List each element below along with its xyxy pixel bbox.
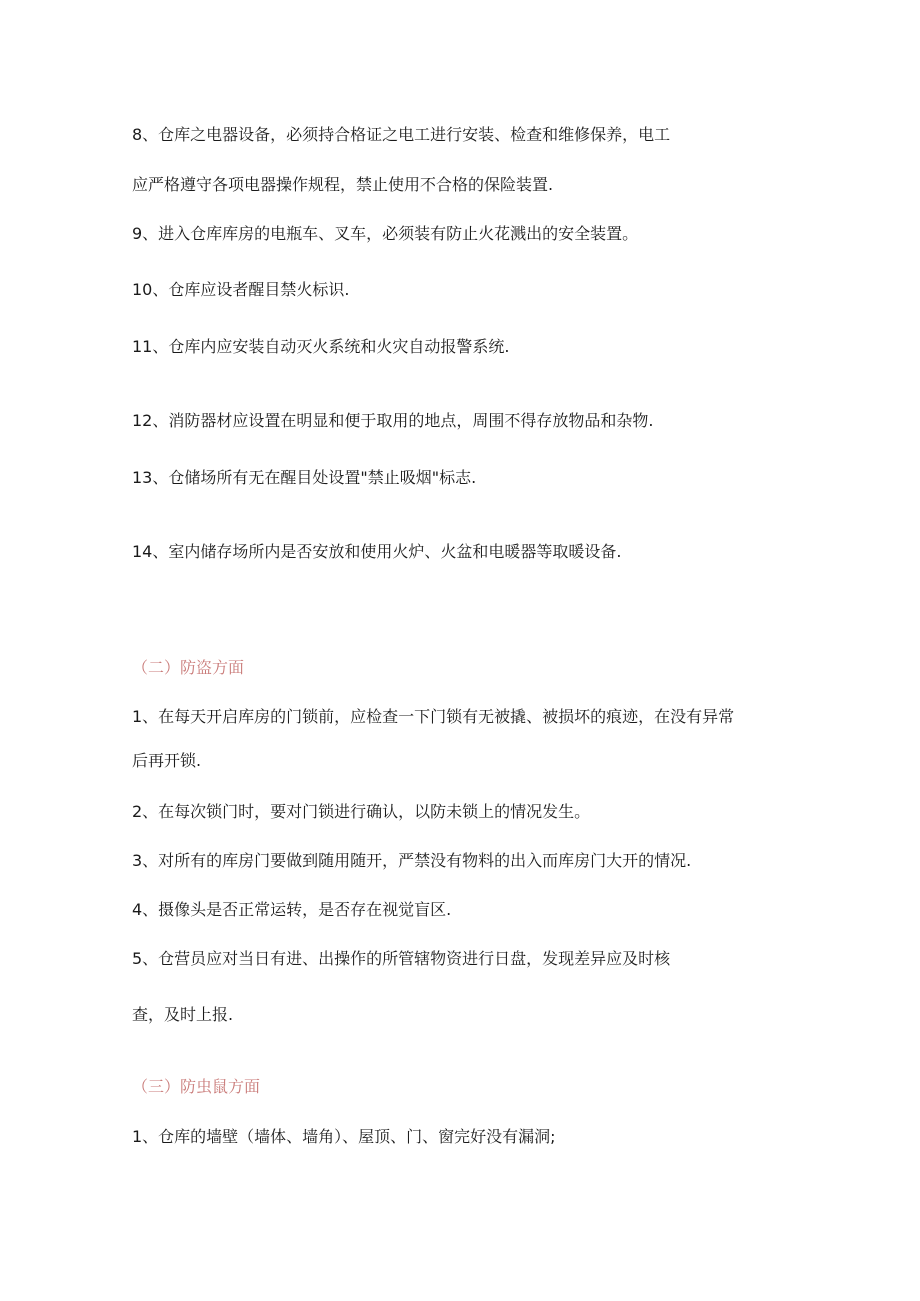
paragraph-line: 1、仓库的墙壁（墙体、墙角）、屋顶、门、窗完好没有漏洞; [132,1127,556,1146]
paragraph-line: 11、仓库内应安装自动灭火系统和火灾自动报警系统. [132,337,510,356]
paragraph-line: 10、仓库应设者醒目禁火标识. [132,280,350,299]
paragraph-line: 1、在每天开启库房的门锁前，应检查一下门锁有无被撬、被损坏的痕迹，在没有异常 [132,707,735,726]
paragraph-line: 13、仓储场所有无在醒目处设置"禁止吸烟"标志. [132,468,477,487]
paragraph-line: 5、仓营员应对当日有进、出操作的所管辖物资进行日盘，发现差异应及时核 [132,949,671,968]
paragraph-line: 12、消防器材应设置在明显和便于取用的地点，周围不得存放物品和杂物. [132,411,654,430]
section-heading-theft: （二）防盗方面 [132,658,245,677]
paragraph-line: 4、摄像头是否正常运转，是否存在视觉盲区. [132,900,452,919]
paragraph-line: 2、在每次锁门时，要对门锁进行确认，以防未锁上的情况发生。 [132,802,591,821]
section-heading-pest: （三）防虫鼠方面 [132,1077,261,1096]
paragraph-line: 9、进入仓库库房的电瓶车、叉车，必须装有防止火花溅出的安全装置。 [132,224,639,243]
paragraph-line: 3、对所有的库房门要做到随用随开，严禁没有物料的出入而库房门大开的情况. [132,851,692,870]
paragraph-line: 查，及时上报. [132,1005,234,1024]
paragraph-line: 14、室内储存场所内是否安放和使用火炉、火盆和电暖器等取暖设备. [132,542,622,561]
paragraph-line: 后再开锁. [132,751,202,770]
paragraph-line: 应严格遵守各项电器操作规程，禁止使用不合格的保险装置. [132,175,554,194]
paragraph-line: 8、仓库之电器设备，必须持合格证之电工进行安装、检查和维修保养，电工 [132,125,671,144]
